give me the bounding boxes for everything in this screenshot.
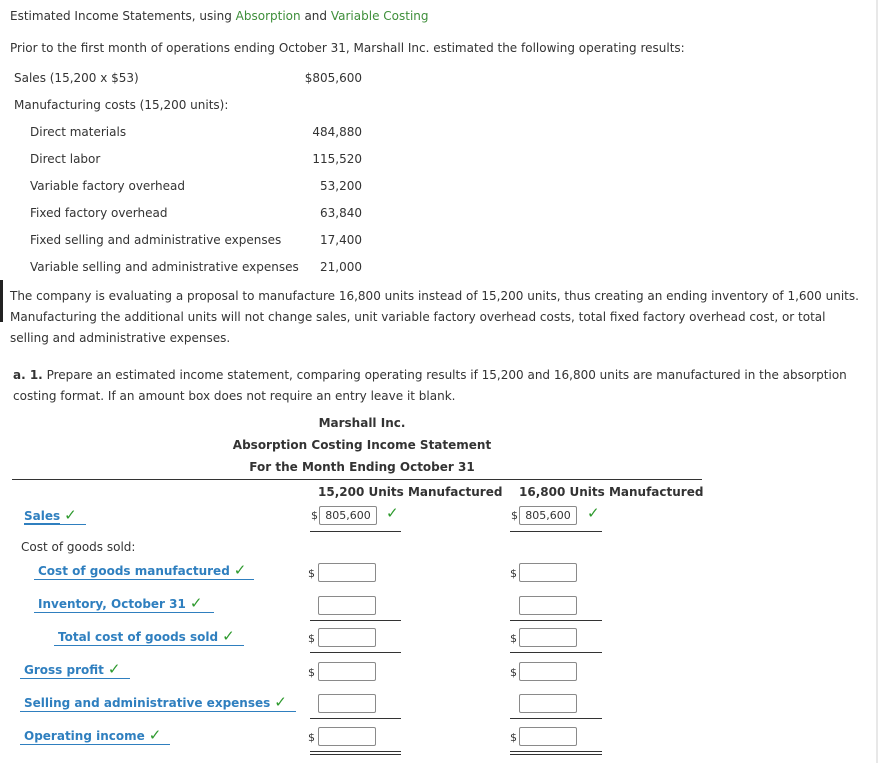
cogm-input-15200[interactable] (318, 563, 376, 582)
cogm-row-label[interactable] (38, 561, 246, 579)
cogm-input-16800[interactable] (519, 563, 577, 582)
cost-item-value: 21,000 (320, 260, 362, 274)
cost-item-value: 115,520 (312, 152, 362, 166)
question-line: costing format. If an amount box does not require an entry leave it blank. (13, 389, 456, 403)
currency-symbol: $ (308, 567, 315, 580)
currency-symbol: $ (308, 632, 315, 645)
operating-income-row-label[interactable] (24, 726, 161, 744)
currency-symbol: $ (308, 666, 315, 679)
page-title (10, 9, 429, 23)
cost-item-label: Fixed factory overhead (30, 206, 168, 220)
currency-symbol: $ (308, 731, 315, 744)
cogs-label: Cost of goods sold: (21, 540, 136, 554)
row-underline (24, 524, 86, 525)
currency-symbol: $ (510, 666, 517, 679)
title-and: and (300, 9, 331, 23)
double-rule-bottom (510, 754, 602, 755)
row-rule (510, 652, 602, 653)
total-cogs-input-16800[interactable] (519, 628, 577, 647)
variable-costing-link[interactable]: Variable Costing (330, 9, 429, 23)
sales-input-15200[interactable]: 805,600 (319, 506, 377, 525)
inventory-input-15200[interactable] (318, 596, 376, 615)
gross-profit-input-15200[interactable] (318, 662, 376, 681)
header-rule (12, 479, 702, 480)
currency-symbol: $ (510, 567, 517, 580)
total-cogs-label-text: Total cost of goods sold (58, 630, 219, 644)
question-number: a. 1. (13, 368, 43, 382)
check-icon: ✓ (587, 504, 600, 522)
check-icon: ✓ (222, 627, 235, 645)
sales-value: $805,600 (304, 71, 362, 85)
row-rule (510, 718, 602, 719)
proposal-line: The company is evaluating a proposal to manufacture 16,800 units instead of 15,200 units, thus creating an ending inventory of 1,600 units. (10, 289, 859, 303)
statement-title: Absorption Costing Income Statement (232, 438, 492, 452)
currency-symbol: $ (311, 509, 318, 522)
row-rule (510, 531, 602, 532)
cost-item-value: 484,880 (312, 125, 362, 139)
gross-profit-row-label[interactable] (24, 660, 120, 678)
proposal-line: Manufacturing the additional units will not change sales, unit variable factory overhead costs, total fixed factory overhead cost, or total (10, 310, 826, 324)
row-underline (54, 645, 244, 646)
question-line (13, 368, 847, 382)
gross-profit-label-text: Gross profit (24, 663, 104, 677)
inventory-label-text: Inventory, October 31 (38, 597, 186, 611)
check-icon: ✓ (189, 594, 203, 612)
cost-item-label: Direct materials (30, 125, 127, 139)
sales-input-16800[interactable]: 805,600 (519, 506, 577, 525)
currency-symbol: $ (511, 509, 518, 522)
double-rule-bottom (310, 754, 401, 755)
row-underline (34, 612, 214, 613)
row-rule (310, 652, 401, 653)
row-underline (34, 579, 254, 580)
sa-expenses-input-16800[interactable] (519, 694, 577, 713)
double-rule-top (510, 751, 602, 752)
cost-item-label: Variable factory overhead (30, 179, 185, 193)
sales-row-label[interactable] (24, 506, 77, 524)
statement-period: For the Month Ending October 31 (249, 460, 475, 474)
column-header-15200: 15,200 Units Manufactured (318, 485, 503, 499)
currency-symbol: $ (510, 731, 517, 744)
operating-income-input-15200[interactable] (318, 727, 376, 746)
intro-text: Prior to the first month of operations ending October 31, Marshall Inc. estimated the following operating results: (10, 41, 685, 55)
sa-expenses-label-text: Selling and administrative expenses (24, 696, 271, 710)
sa-expenses-row-label[interactable] (24, 693, 287, 711)
proposal-line: selling and administrative expenses. (10, 331, 231, 345)
row-underline (20, 744, 170, 745)
mfg-costs-label: Manufacturing costs (15,200 units): (14, 98, 229, 112)
total-cogs-row-label[interactable] (58, 627, 235, 645)
column-header-16800: 16,800 Units Manufactured (519, 485, 704, 499)
row-underline (20, 678, 130, 679)
sales-label: Sales (15,200 x $53) (14, 71, 139, 85)
title-prefix: Estimated Income Statements, using (10, 9, 236, 23)
operating-income-label-text: Operating income (24, 729, 145, 743)
currency-symbol: $ (510, 632, 517, 645)
company-name: Marshall Inc. (318, 416, 406, 430)
cost-item-value: 17,400 (320, 233, 362, 247)
cost-item-value: 63,840 (320, 206, 362, 220)
row-rule (510, 620, 602, 621)
total-cogs-input-15200[interactable] (318, 628, 376, 647)
gross-profit-input-16800[interactable] (519, 662, 577, 681)
check-icon: ✓ (386, 504, 399, 522)
left-edge-marker (0, 280, 3, 322)
cost-item-label: Variable selling and administrative expenses (30, 260, 299, 274)
check-icon: ✓ (107, 660, 121, 678)
absorption-link[interactable]: Absorption (235, 9, 301, 23)
double-rule-top (310, 751, 401, 752)
question-text: Prepare an estimated income statement, comparing operating results if 15,200 and 16,800 units are manufactured in the absorption (42, 368, 847, 382)
check-icon: ✓ (148, 726, 162, 744)
cost-item-label: Direct labor (30, 152, 101, 166)
check-icon: ✓ (274, 693, 287, 711)
cost-item-value: 53,200 (320, 179, 362, 193)
sales-label-text: Sales (24, 509, 61, 523)
operating-income-input-16800[interactable] (519, 727, 577, 746)
row-rule (310, 531, 401, 532)
row-rule (310, 620, 401, 621)
row-rule (310, 718, 401, 719)
cost-item-label: Fixed selling and administrative expenses (30, 233, 282, 247)
row-underline (20, 711, 296, 712)
cogm-label-text: Cost of goods manufactured (38, 564, 230, 578)
inventory-input-16800[interactable] (519, 596, 577, 615)
sa-expenses-input-15200[interactable] (318, 694, 376, 713)
check-icon: ✓ (64, 506, 77, 524)
inventory-row-label[interactable] (38, 594, 202, 612)
check-icon: ✓ (233, 561, 247, 579)
